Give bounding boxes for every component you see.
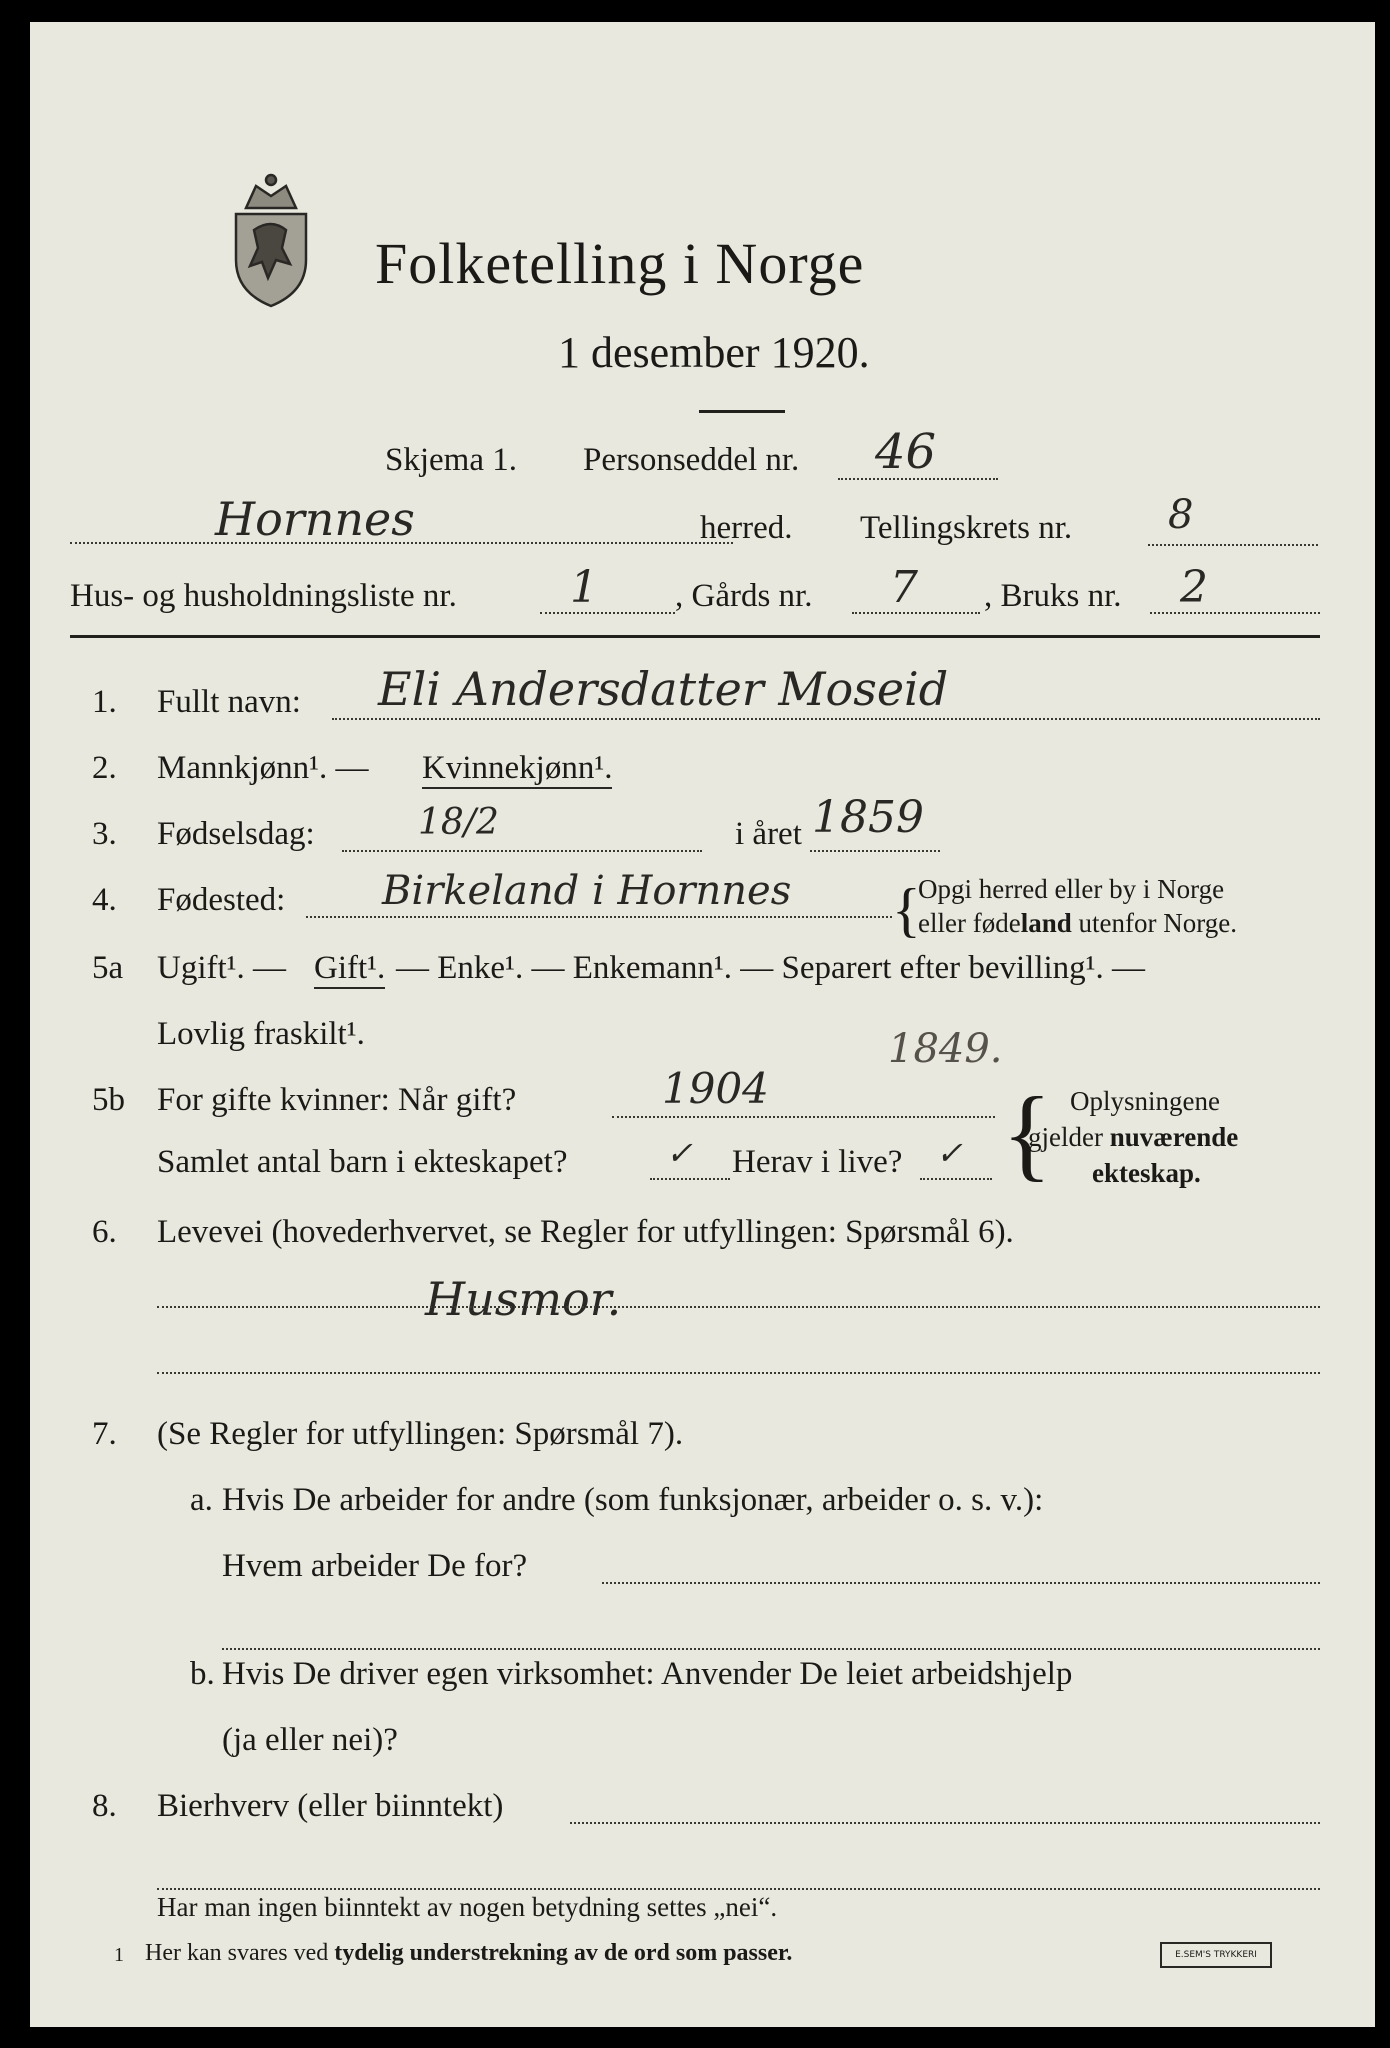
margin-note: 1849. [888,1026,1003,1072]
marital-other-options: — Enke¹. — Enkemann¹. — Separert efter bevilling¹. — [396,950,1146,986]
q5b-number: 5b [92,1082,125,1118]
q1-number: 1. [92,684,117,720]
q5a-number: 5a [92,950,124,986]
q7a-letter: a. [190,1482,213,1518]
personseddel-label: Personseddel nr. [583,442,800,478]
bruks-value: 2 [1180,562,1208,613]
children-value: ✓ [666,1134,693,1172]
married-year-value: 1904 [662,1064,769,1113]
husliste-value: 1 [570,562,598,613]
gift-option: Gift¹. [314,950,385,989]
tellingskrets-value: 8 [1168,492,1194,538]
coat-of-arms-icon [216,168,326,310]
header-rule [70,635,1320,638]
q6-label: Levevei (hovederhvervet, se Regler for utfyllingen: Spørsmål 6). [157,1214,1014,1250]
gards-value: 7 [890,562,918,613]
children-label: Samlet antal barn i ekteskapet? [157,1144,568,1180]
marriage-note-3: ekteskap. [1092,1158,1201,1188]
q1-label: Fullt navn: [157,684,301,720]
full-name-value: Eli Andersdatter Moseid [378,662,949,716]
occupation-value: Husmor. [425,1272,622,1326]
footnote-mark: 1 [114,1944,124,1966]
alive-label: Herav i live? [732,1144,903,1180]
form-title: Folketelling i Norge [375,231,865,296]
birthplace-note-1: Opgi herred eller by i Norge [918,874,1225,904]
q4-label: Fødested: [157,882,286,918]
skjema-label: Skjema 1. [385,442,517,478]
birthday-value: 18/2 [418,802,499,843]
q7-number: 7. [92,1416,117,1452]
q7a-question: Hvem arbeider De for? [222,1548,528,1584]
alive-value: ✓ [936,1134,963,1172]
q3-number: 3. [92,816,117,852]
tellingskrets-label: Tellingskrets nr. [860,510,1073,546]
male-option: Mannkjønn¹. — [157,750,369,786]
gards-label: , Gårds nr. [675,578,813,614]
q7b-question: (ja eller nei)? [222,1722,398,1758]
birth-year-value: 1859 [812,792,924,843]
husliste-label: Hus- og husholdningsliste nr. [70,578,457,614]
q3-label: Fødselsdag: [157,816,315,852]
census-date: 1 desember 1920. [558,328,870,377]
footnote-text: Her kan svares ved tydelig understrekning av de ord som passer. [145,1940,793,1966]
fraskilt-option: Lovlig fraskilt¹. [157,1016,365,1052]
q7b-letter: b. [190,1656,215,1692]
q7-label: (Se Regler for utfyllingen: Spørsmål 7). [157,1416,684,1452]
q6-number: 6. [92,1214,117,1250]
census-form: Folketelling i Norge 1 desember 1920. Skjema 1. Personseddel nr. 46 Hornnes herred. Tellingskrets nr. 8 Hus- og husholdningsliste nr. 1 , Gårds nr. 7 , Bruks nr. 2 1. Fullt navn: Eli Andersdatter Moseid 2. Mannkjønn¹. — Kvinnekjønn¹. 3. Fødselsdag: 18/2 i året 1859 4. Fødested: Birkeland i Hornnes { Opgi herred eller by i Norge eller fødeland utenfor Norge. 5a Ugift¹. — Gift¹. — Enke¹. — Enkemann¹. — Separert efter bevilling¹. — Lovlig fraskilt¹. 1849. 5b For gifte kvinner: Når gift? 1904 Samlet antal barn i ekteskapet? ✓ Herav i live? ✓ { Oplysningene gjelder nuværende ekteskap. 6. Levevei (hovederhvervet, se Regler for utfyllingen: Spørsmål 6). Husmor. 7. (Se Regler for utfyllingen: Spørsmål 7). a. Hvis De arbeider for andre (som funksjonær, arbeider o. s. v.): Hvem arbeider De for? b. Hvis De driver egen virksomhet: Anvender De leiet arbeidshjelp (ja eller nei)? 8. Bierhverv (eller biinntekt) Har man ingen biinntekt av nogen betydning settes „nei“. 1 Her kan svares ved tydelig understrekning av de ord som passer. E.SEM'S TRYKKERI [30,22,1375,2027]
herred-value: Hornnes [215,492,415,546]
q8-note: Har man ingen biinntekt av nogen betydning settes „nei“. [157,1892,778,1922]
herred-label: herred. [700,510,793,546]
birthplace-value: Birkeland i Hornnes [382,868,792,914]
q8-label: Bierhverv (eller biinntekt) [157,1788,504,1824]
married-when-label: For gifte kvinner: Når gift? [157,1082,517,1118]
marriage-note-2: gjelder nuværende [1028,1122,1239,1152]
marriage-note-1: Oplysningene [1070,1086,1220,1116]
birthplace-note-2: eller fødeland utenfor Norge. [918,908,1237,938]
q7b-text: Hvis De driver egen virksomhet: Anvender De leiet arbeidshjelp [222,1656,1073,1692]
q4-number: 4. [92,882,117,918]
title-divider [699,410,785,413]
printer-stamp: E.SEM'S TRYKKERI [1160,1942,1272,1968]
q8-number: 8. [92,1788,117,1824]
year-label: i året [735,816,802,852]
bruks-label: , Bruks nr. [984,578,1122,614]
q2-number: 2. [92,750,117,786]
personseddel-value: 46 [875,424,937,480]
q7a-text: Hvis De arbeider for andre (som funksjonær, arbeider o. s. v.): [222,1482,1044,1518]
female-option: Kvinnekjønn¹. [422,750,612,789]
ugift-option: Ugift¹. — [157,950,287,986]
